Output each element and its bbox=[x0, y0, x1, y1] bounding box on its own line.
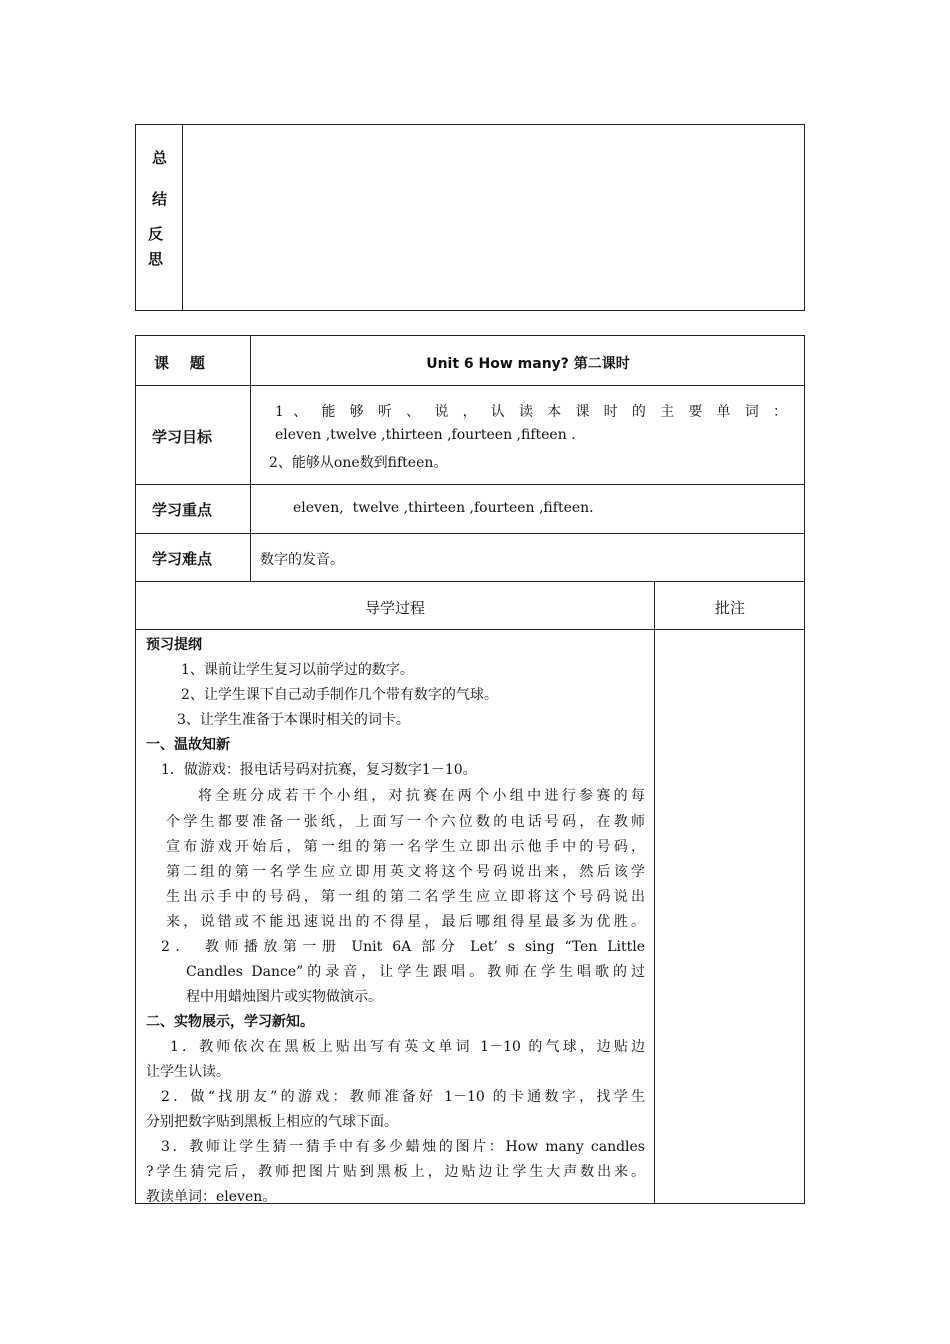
section-heading: 一、温故知新 bbox=[146, 737, 230, 753]
topic-value: Unit 6 How many? 第二课时 bbox=[426, 356, 630, 372]
body-line: 2．做“找朋友”的游戏：教师准备好 1－10 的卡通数字，找学生 bbox=[161, 1089, 645, 1105]
body-line: 1．教师依次在黑板上贴出写有英文单词 1－10 的气球，边贴边 bbox=[170, 1039, 645, 1055]
difficulty-label: 学习难点 bbox=[152, 550, 213, 568]
goals-line-2: eleven ,twelve ,thirteen ,fourteen ,fifteen . bbox=[275, 427, 576, 443]
topic-label: 课 题 bbox=[154, 354, 205, 372]
row-divider bbox=[136, 629, 804, 630]
notes-header: 批注 bbox=[714, 599, 745, 617]
process-header: 导学过程 bbox=[364, 599, 425, 617]
focus-value: eleven, twelve ,thirteen ,fourteen ,fifteen. bbox=[293, 500, 594, 516]
body-line: 2． 教师播放第一册 Unit 6A 部分 Let’ s sing “Ten Little bbox=[161, 939, 645, 955]
row-divider bbox=[136, 533, 804, 534]
body-line: 宣布游戏开始后，第一组的第一名学生立即出示他手中的号码， bbox=[166, 839, 645, 855]
label-char: 反 bbox=[148, 225, 164, 243]
body-line: 个学生都要准备一张纸，上面写一个六位数的电话号码，在教师 bbox=[166, 814, 645, 830]
body-line: 1．做游戏：报电话号码对抗赛，复习数字1－10。 bbox=[161, 762, 477, 778]
notes-column-divider bbox=[654, 581, 655, 1203]
body-line: 生出示手中的号码，第一组的第二名学生应立即将这个号码说出 bbox=[166, 889, 645, 905]
body-line: ?学生猜完后，教师把图片贴到黑板上，边贴边让学生大声数出来。 bbox=[146, 1164, 645, 1180]
goals-label: 学习目标 bbox=[152, 428, 213, 446]
body-line: 让学生认读。 bbox=[146, 1064, 230, 1080]
section-heading: 预习提纲 bbox=[146, 637, 202, 653]
body-line: Candles Dance”的录音，让学生跟唱。教师在学生唱歌的过 bbox=[186, 964, 645, 980]
difficulty-value: 数字的发音。 bbox=[260, 552, 344, 568]
body-line: 教读单词：eleven。 bbox=[146, 1189, 277, 1205]
goals-line-3: 2、能够从one数到fifteen。 bbox=[269, 455, 448, 471]
body-line: 将全班分成若干个小组，对抗赛在两个小组中进行参赛的每 bbox=[198, 788, 645, 804]
body-line: 2、让学生课下自己动手制作几个带有数字的气球。 bbox=[181, 687, 498, 703]
lesson-plan-table bbox=[135, 335, 805, 1204]
row-divider bbox=[136, 385, 804, 386]
body-line: 分别把数字贴到黑板上相应的气球下面。 bbox=[146, 1114, 398, 1130]
focus-label: 学习重点 bbox=[152, 501, 213, 519]
label-char: 总 bbox=[152, 149, 168, 167]
body-line: 3．教师让学生猜一猜手中有多少蜡烛的图片：How many candles bbox=[161, 1139, 645, 1155]
column-divider bbox=[182, 125, 183, 310]
body-line: 1、课前让学生复习以前学过的数字。 bbox=[181, 662, 414, 678]
row-divider bbox=[136, 484, 804, 485]
label-char: 结 bbox=[152, 190, 168, 208]
body-line: 来，说错或不能迅速说出的不得星，最后哪组得星最多为优胜。 bbox=[166, 914, 645, 930]
row-divider bbox=[136, 581, 804, 582]
goals-line-1: 1 、 能 够 听 、 说 ， 认 读 本 课 时 的 主 要 单 词 ： bbox=[275, 404, 787, 420]
body-line: 程中用蜡烛图片或实物做演示。 bbox=[186, 989, 382, 1005]
summary-reflection-table bbox=[135, 124, 805, 311]
body-line: 第二组的第一名学生应立即用英文将这个号码说出来，然后该学 bbox=[166, 864, 645, 880]
body-line: 3、让学生准备于本课时相关的词卡。 bbox=[177, 712, 410, 728]
section-heading: 二、实物展示，学习新知。 bbox=[146, 1014, 314, 1030]
label-char: 思 bbox=[148, 250, 164, 268]
